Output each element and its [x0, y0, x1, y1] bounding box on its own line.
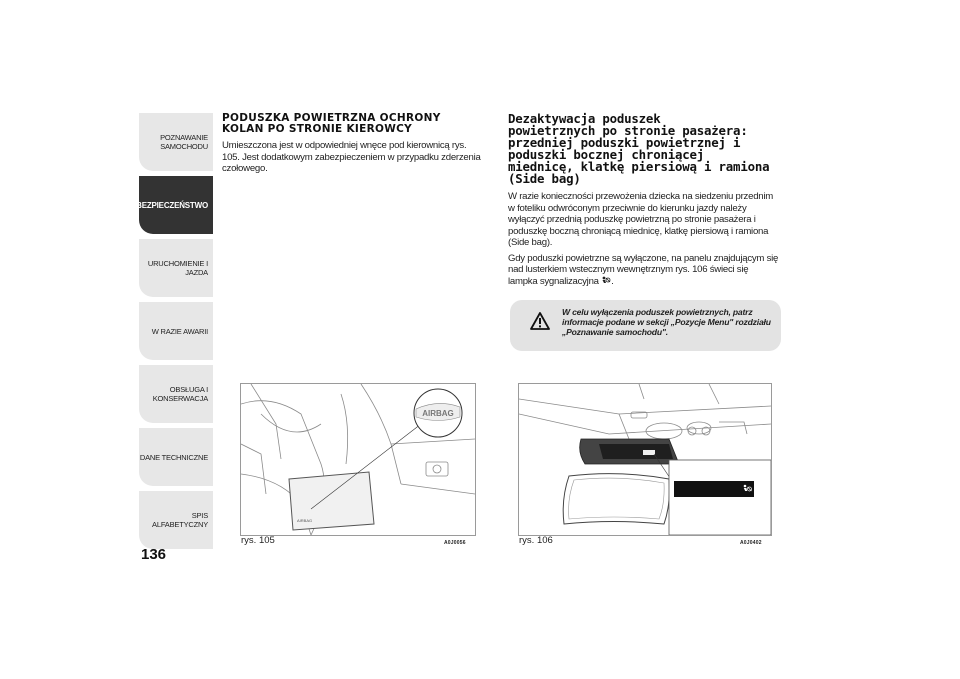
- airbag-off-icon: [601, 275, 614, 287]
- figure-caption: rys. 106: [519, 535, 553, 546]
- title-line: przedniej poduszki powietrznej i: [508, 135, 741, 150]
- title-line: KOLAN PO STRONIE KIEROWCY: [222, 123, 413, 135]
- tab-label: BEZPIECZEŃSTWO: [136, 200, 208, 210]
- tab-dane-techniczne[interactable]: [139, 428, 213, 486]
- figure-code: A0J0056: [444, 540, 466, 546]
- section-paragraph: Umieszczona jest w odpowiedniej wnęce pod kierownicą rys. 105. Jest dodatkowym zabezpieczeniem w przypadku zderzenia czołowego.: [222, 140, 481, 174]
- tab-obsluga-i-konserwacja[interactable]: [139, 365, 213, 423]
- deactivation-section: [508, 113, 780, 287]
- tab-spis-alfabetyczny[interactable]: [139, 491, 213, 549]
- warning-box: [510, 300, 781, 351]
- title-line: powietrznych po stronie pasażera:: [508, 123, 748, 138]
- figure-code: A0J0402: [740, 540, 762, 546]
- tab-label: OBSŁUGA I KONSERWACJA: [152, 385, 208, 403]
- tab-poznawanie-samochodu[interactable]: [139, 113, 213, 171]
- panel-label: AIRBAG: [297, 518, 313, 523]
- tab-label: W RAZIE AWARII: [151, 326, 208, 336]
- tab-w-razie-awarii[interactable]: [139, 302, 213, 360]
- figure-mirror-panel: [518, 383, 772, 536]
- title-line: poduszki bocznej chroniącej: [508, 147, 705, 162]
- warning-triangle-icon: [530, 312, 550, 330]
- title-line: miednicę, klatkę piersiową i ramiona: [508, 159, 770, 174]
- section-title: [508, 113, 780, 185]
- section-paragraph: W razie konieczności przewożenia dziecka na siedzeniu przednim w foteliku odwróconym przeciwnie do kierunku jazdy należy wyłączyć przednią poduszkę powietrzną po stronie pasażera i poduszkę boczną chroniącą miednicę, klatkę piersiową i ramiona (Side bag).: [508, 191, 773, 248]
- title-line: Dezaktywacja poduszek: [508, 111, 661, 126]
- tab-label: DANE TECHNICZNE: [139, 452, 208, 462]
- figure-caption: rys. 105: [241, 535, 275, 546]
- warning-text: W celu wyłączenia poduszek powietrznych, patrz informacje podane w sekcji „Pozycje Menu" rozdziału „Poznawanie samochodu".: [562, 307, 771, 337]
- tab-label: POZNAWANIE SAMOCHODU: [160, 133, 208, 151]
- knee-airbag-section: [222, 113, 484, 175]
- title-line: PODUSZKA POWIETRZNA OCHRONY: [222, 112, 441, 124]
- paragraph-text: Gdy poduszki powietrzne są wyłączone, na panelu znajdującym się nad lusterkiem wstecznym wewnętrznym rys. 106 świeci się lampka sygnalizacyjna: [508, 252, 779, 287]
- paragraph-end: .: [611, 275, 614, 287]
- figure-knee-airbag: [240, 383, 476, 536]
- tab-bezpieczenstwo[interactable]: [136, 176, 213, 234]
- section-paragraph: [508, 253, 780, 288]
- knee-airbag-illustration: [241, 384, 475, 535]
- tab-uruchomienie-i-jazda[interactable]: [139, 239, 213, 297]
- mirror-panel-illustration: [519, 384, 771, 535]
- title-line: (Side bag): [508, 171, 581, 186]
- tab-label: SPIS ALFABETYCZNY: [152, 511, 208, 529]
- tab-label: URUCHOMIENIE I JAZDA: [147, 259, 208, 277]
- section-title: [222, 113, 484, 135]
- page-number: 136: [141, 546, 167, 563]
- airbag-callout-label: AIRBAG: [422, 409, 454, 418]
